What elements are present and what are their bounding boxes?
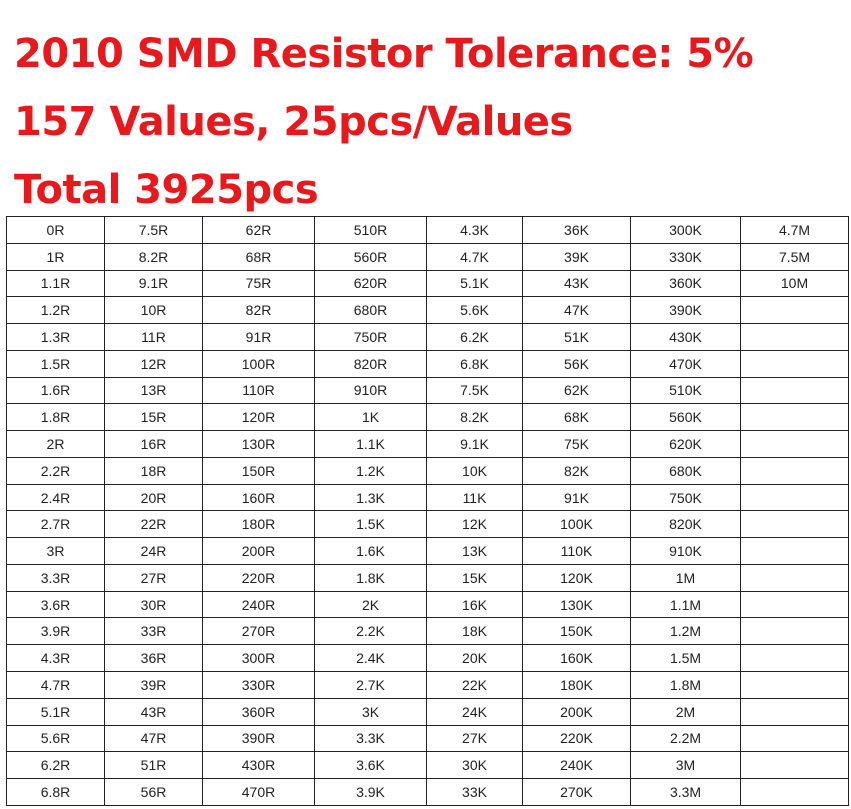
table-cell bbox=[741, 377, 849, 404]
table-cell: 11K bbox=[427, 484, 523, 511]
table-cell: 3K bbox=[315, 698, 427, 725]
table-cell: 62R bbox=[203, 217, 315, 244]
table-cell: 910K bbox=[631, 538, 741, 565]
table-cell: 120R bbox=[203, 404, 315, 431]
table-row bbox=[7, 538, 849, 565]
table-row bbox=[7, 779, 849, 806]
table-row bbox=[7, 404, 849, 431]
table-cell: 910R bbox=[315, 377, 427, 404]
table-cell: 130K bbox=[523, 591, 631, 618]
table-cell: 1.2R bbox=[7, 297, 105, 324]
table-cell: 3.3K bbox=[315, 725, 427, 752]
table-cell: 75R bbox=[203, 270, 315, 297]
table-cell: 110R bbox=[203, 377, 315, 404]
table-cell: 20K bbox=[427, 645, 523, 672]
table-row bbox=[7, 324, 849, 351]
table-cell: 510R bbox=[315, 217, 427, 244]
table-cell: 12K bbox=[427, 511, 523, 538]
table-cell: 130R bbox=[203, 431, 315, 458]
table-cell: 430R bbox=[203, 752, 315, 779]
table-cell: 200R bbox=[203, 538, 315, 565]
table-cell: 620K bbox=[631, 431, 741, 458]
table-cell: 15K bbox=[427, 564, 523, 591]
table-cell: 51R bbox=[105, 752, 203, 779]
table-row bbox=[7, 752, 849, 779]
table-cell: 75K bbox=[523, 431, 631, 458]
table-cell: 1.6K bbox=[315, 538, 427, 565]
table-cell bbox=[741, 484, 849, 511]
table-cell: 13K bbox=[427, 538, 523, 565]
table-cell: 750R bbox=[315, 324, 427, 351]
table-cell: 1M bbox=[631, 564, 741, 591]
resistor-values-table-wrap bbox=[6, 216, 848, 806]
table-cell bbox=[741, 725, 849, 752]
table-cell: 330K bbox=[631, 243, 741, 270]
table-cell: 750K bbox=[631, 484, 741, 511]
table-cell bbox=[741, 645, 849, 672]
table-cell: 0R bbox=[7, 217, 105, 244]
table-cell: 1R bbox=[7, 243, 105, 270]
heading-line-3: Total 3925pcs bbox=[14, 167, 319, 213]
table-cell: 47K bbox=[523, 297, 631, 324]
table-cell: 2.2K bbox=[315, 618, 427, 645]
table-cell: 8.2K bbox=[427, 404, 523, 431]
table-cell: 180K bbox=[523, 672, 631, 699]
table-cell: 2K bbox=[315, 591, 427, 618]
table-cell: 470R bbox=[203, 779, 315, 806]
table-cell: 160R bbox=[203, 484, 315, 511]
table-cell: 27R bbox=[105, 564, 203, 591]
table-cell: 4.3R bbox=[7, 645, 105, 672]
table-cell: 33R bbox=[105, 618, 203, 645]
table-cell: 2R bbox=[7, 431, 105, 458]
table-cell: 820K bbox=[631, 511, 741, 538]
table-cell: 160K bbox=[523, 645, 631, 672]
table-cell: 510K bbox=[631, 377, 741, 404]
table-cell bbox=[741, 457, 849, 484]
table-cell: 2.7R bbox=[7, 511, 105, 538]
table-cell: 100R bbox=[203, 350, 315, 377]
table-row bbox=[7, 270, 849, 297]
table-row bbox=[7, 350, 849, 377]
table-cell: 3.9K bbox=[315, 779, 427, 806]
table-cell bbox=[741, 404, 849, 431]
table-cell: 1.8K bbox=[315, 564, 427, 591]
table-cell: 36R bbox=[105, 645, 203, 672]
table-cell: 560R bbox=[315, 243, 427, 270]
table-cell: 3.9R bbox=[7, 618, 105, 645]
table-cell: 56R bbox=[105, 779, 203, 806]
table-cell: 68K bbox=[523, 404, 631, 431]
heading-line-2: 157 Values, 25pcs/Values bbox=[14, 99, 573, 145]
table-cell: 9.1R bbox=[105, 270, 203, 297]
table-cell: 3R bbox=[7, 538, 105, 565]
table-cell: 1.5K bbox=[315, 511, 427, 538]
table-cell: 300K bbox=[631, 217, 741, 244]
table-cell bbox=[741, 591, 849, 618]
table-cell: 1.1R bbox=[7, 270, 105, 297]
table-cell bbox=[741, 698, 849, 725]
table-cell: 300R bbox=[203, 645, 315, 672]
table-cell: 10K bbox=[427, 457, 523, 484]
table-cell: 270R bbox=[203, 618, 315, 645]
table-cell: 15R bbox=[105, 404, 203, 431]
table-cell bbox=[741, 564, 849, 591]
table-cell: 27K bbox=[427, 725, 523, 752]
table-cell: 24K bbox=[427, 698, 523, 725]
table-cell: 13R bbox=[105, 377, 203, 404]
table-cell: 39K bbox=[523, 243, 631, 270]
table-cell: 270K bbox=[523, 779, 631, 806]
table-cell: 33K bbox=[427, 779, 523, 806]
table-cell: 39R bbox=[105, 672, 203, 699]
table-cell: 22R bbox=[105, 511, 203, 538]
table-cell: 16R bbox=[105, 431, 203, 458]
table-row bbox=[7, 564, 849, 591]
table-cell: 11R bbox=[105, 324, 203, 351]
table-cell: 4.3K bbox=[427, 217, 523, 244]
table-cell: 5.1K bbox=[427, 270, 523, 297]
table-cell: 1.8R bbox=[7, 404, 105, 431]
table-row bbox=[7, 484, 849, 511]
table-cell: 200K bbox=[523, 698, 631, 725]
table-cell: 390R bbox=[203, 725, 315, 752]
table-row bbox=[7, 618, 849, 645]
table-cell: 150R bbox=[203, 457, 315, 484]
table-cell: 51K bbox=[523, 324, 631, 351]
table-cell: 120K bbox=[523, 564, 631, 591]
resistor-values-table bbox=[6, 216, 849, 806]
table-cell: 8.2R bbox=[105, 243, 203, 270]
table-cell bbox=[741, 538, 849, 565]
table-cell: 3.3R bbox=[7, 564, 105, 591]
table-cell: 5.1R bbox=[7, 698, 105, 725]
table-cell: 1.1K bbox=[315, 431, 427, 458]
table-cell: 390K bbox=[631, 297, 741, 324]
table-cell: 240K bbox=[523, 752, 631, 779]
table-cell: 1.3K bbox=[315, 484, 427, 511]
table-cell: 1.5M bbox=[631, 645, 741, 672]
table-cell: 470K bbox=[631, 350, 741, 377]
table-cell: 68R bbox=[203, 243, 315, 270]
table-cell: 18K bbox=[427, 618, 523, 645]
table-cell: 2.4K bbox=[315, 645, 427, 672]
table-cell: 1K bbox=[315, 404, 427, 431]
table-row bbox=[7, 217, 849, 244]
table-row bbox=[7, 698, 849, 725]
table-row bbox=[7, 297, 849, 324]
table-cell: 3.6K bbox=[315, 752, 427, 779]
table-cell: 36K bbox=[523, 217, 631, 244]
table-row bbox=[7, 431, 849, 458]
table-cell bbox=[741, 324, 849, 351]
table-cell: 1.5R bbox=[7, 350, 105, 377]
table-cell: 7.5R bbox=[105, 217, 203, 244]
table-cell bbox=[741, 511, 849, 538]
table-cell: 1.6R bbox=[7, 377, 105, 404]
table-cell: 1.3R bbox=[7, 324, 105, 351]
table-cell: 30K bbox=[427, 752, 523, 779]
table-cell: 7.5K bbox=[427, 377, 523, 404]
table-cell: 91K bbox=[523, 484, 631, 511]
table-cell: 3.3M bbox=[631, 779, 741, 806]
table-cell: 5.6K bbox=[427, 297, 523, 324]
table-row bbox=[7, 377, 849, 404]
table-cell: 1.2K bbox=[315, 457, 427, 484]
table-cell: 680K bbox=[631, 457, 741, 484]
table-cell bbox=[741, 350, 849, 377]
table-cell: 180R bbox=[203, 511, 315, 538]
table-cell: 240R bbox=[203, 591, 315, 618]
table-cell bbox=[741, 297, 849, 324]
table-cell: 110K bbox=[523, 538, 631, 565]
table-cell: 56K bbox=[523, 350, 631, 377]
table-row bbox=[7, 672, 849, 699]
table-row bbox=[7, 457, 849, 484]
table-cell: 10R bbox=[105, 297, 203, 324]
table-cell: 6.8R bbox=[7, 779, 105, 806]
table-cell: 4.7R bbox=[7, 672, 105, 699]
table-cell: 16K bbox=[427, 591, 523, 618]
table-cell: 360R bbox=[203, 698, 315, 725]
table-cell: 330R bbox=[203, 672, 315, 699]
table-row bbox=[7, 645, 849, 672]
table-cell: 4.7K bbox=[427, 243, 523, 270]
table-cell: 100K bbox=[523, 511, 631, 538]
table-cell: 3.6R bbox=[7, 591, 105, 618]
heading-line-1: 2010 SMD Resistor Tolerance: 5% bbox=[14, 31, 754, 77]
table-cell: 2.2M bbox=[631, 725, 741, 752]
heading-block bbox=[14, 20, 753, 224]
table-cell: 150K bbox=[523, 618, 631, 645]
table-cell: 6.2K bbox=[427, 324, 523, 351]
table-cell: 220R bbox=[203, 564, 315, 591]
table-cell: 82R bbox=[203, 297, 315, 324]
table-cell: 22K bbox=[427, 672, 523, 699]
table-row bbox=[7, 725, 849, 752]
table-cell: 2.4R bbox=[7, 484, 105, 511]
table-cell: 10M bbox=[741, 270, 849, 297]
table-cell bbox=[741, 752, 849, 779]
table-cell: 5.6R bbox=[7, 725, 105, 752]
table-cell: 6.8K bbox=[427, 350, 523, 377]
table-cell: 1.2M bbox=[631, 618, 741, 645]
table-cell: 560K bbox=[631, 404, 741, 431]
table-body bbox=[7, 217, 849, 806]
table-cell: 91R bbox=[203, 324, 315, 351]
table-cell: 2.7K bbox=[315, 672, 427, 699]
table-cell: 2M bbox=[631, 698, 741, 725]
table-cell bbox=[741, 672, 849, 699]
table-cell: 47R bbox=[105, 725, 203, 752]
table-cell: 220K bbox=[523, 725, 631, 752]
table-cell: 43R bbox=[105, 698, 203, 725]
table-cell: 430K bbox=[631, 324, 741, 351]
table-cell: 6.2R bbox=[7, 752, 105, 779]
table-cell: 680R bbox=[315, 297, 427, 324]
table-cell: 4.7M bbox=[741, 217, 849, 244]
table-row bbox=[7, 511, 849, 538]
table-cell: 2.2R bbox=[7, 457, 105, 484]
table-cell: 820R bbox=[315, 350, 427, 377]
table-cell: 360K bbox=[631, 270, 741, 297]
table-cell bbox=[741, 431, 849, 458]
table-cell bbox=[741, 618, 849, 645]
table-cell: 7.5M bbox=[741, 243, 849, 270]
table-cell: 43K bbox=[523, 270, 631, 297]
table-cell: 12R bbox=[105, 350, 203, 377]
table-cell: 30R bbox=[105, 591, 203, 618]
table-row bbox=[7, 591, 849, 618]
table-cell: 1.1M bbox=[631, 591, 741, 618]
table-row bbox=[7, 243, 849, 270]
table-cell: 3M bbox=[631, 752, 741, 779]
table-cell: 620R bbox=[315, 270, 427, 297]
table-cell: 9.1K bbox=[427, 431, 523, 458]
table-cell: 24R bbox=[105, 538, 203, 565]
table-cell: 18R bbox=[105, 457, 203, 484]
table-cell: 62K bbox=[523, 377, 631, 404]
table-cell: 20R bbox=[105, 484, 203, 511]
table-cell: 1.8M bbox=[631, 672, 741, 699]
table-cell bbox=[741, 779, 849, 806]
table-cell: 82K bbox=[523, 457, 631, 484]
